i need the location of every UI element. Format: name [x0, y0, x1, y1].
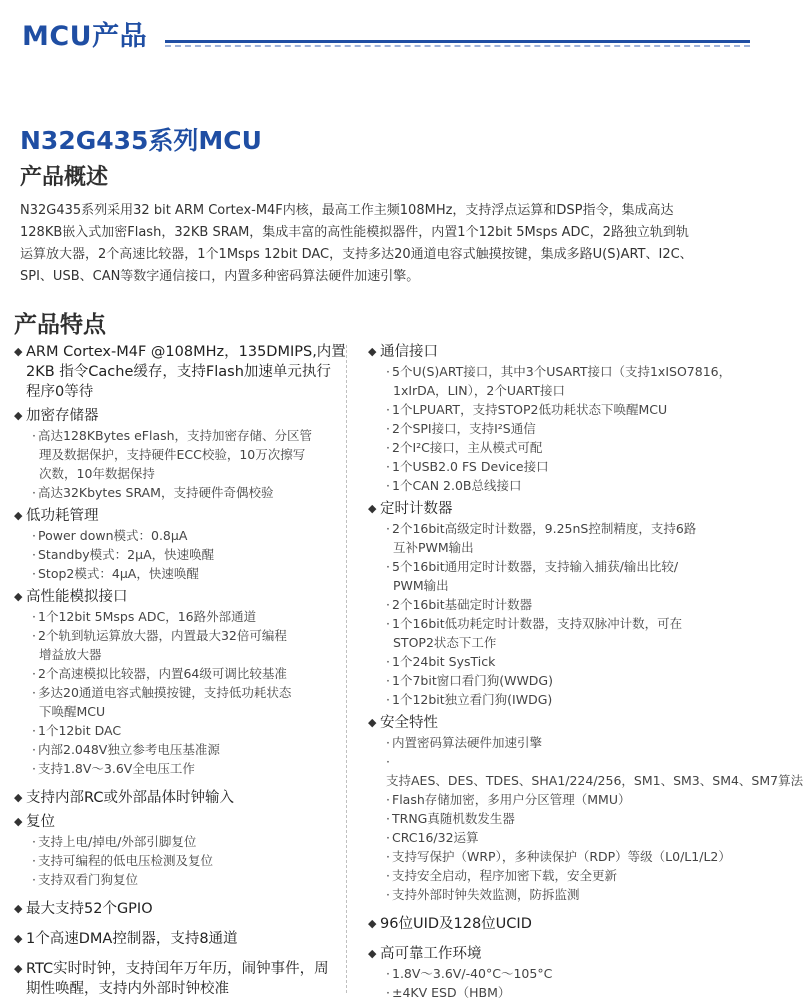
feature-item: [32, 426, 344, 483]
dot-bullet-icon: ·: [386, 478, 390, 493]
feature-item: [386, 690, 746, 709]
dot-bullet-icon: ·: [386, 985, 390, 1000]
feature-title: [14, 812, 344, 832]
diamond-bullet-icon: ◆: [368, 917, 377, 930]
feature-item-text: 支持外部时钟失效监测，防拆监测: [392, 887, 580, 902]
features-heading: 产品特点: [14, 312, 106, 338]
feature-item: [32, 483, 344, 502]
feature-item-text: 内部2.048V独立参考电压基准源: [38, 742, 220, 757]
feature-item: [386, 595, 746, 614]
feature-item: [32, 759, 344, 778]
feature-item: [32, 626, 344, 664]
overview-line: SPI、USB、CAN等数字通信接口，内置多种密码算法硬件加速引擎。: [20, 269, 420, 284]
feature-section: [14, 923, 344, 949]
feature-item-text: 增益放大器: [39, 647, 102, 662]
feature-title-text: 复位: [26, 814, 55, 830]
feature-title-text: 通信接口: [380, 344, 438, 360]
feature-item-text: 高达32Kbytes SRAM，支持硬件奇偶校验: [38, 485, 274, 500]
feature-item: [386, 400, 746, 419]
dot-bullet-icon: ·: [32, 685, 36, 700]
feature-title-text: 低功耗管理: [26, 508, 99, 524]
diamond-bullet-icon: ◆: [368, 716, 377, 729]
feature-item-text: 互补PWM输出: [393, 540, 474, 555]
feature-title-lines: [26, 929, 344, 949]
feature-item-text: 下唤醒MCU: [39, 704, 106, 719]
feature-title-text: 定时计数器: [380, 501, 453, 517]
feature-item: [386, 790, 746, 809]
header-rule: [165, 40, 750, 43]
dot-bullet-icon: ·: [386, 559, 390, 574]
feature-item: [386, 828, 746, 847]
feature-item-text: 1xIrDA，LIN），2个UART接口: [393, 383, 565, 398]
dot-bullet-icon: ·: [32, 609, 36, 624]
diamond-bullet-icon: ◆: [14, 345, 23, 358]
feature-title-text: 加密存储器: [26, 408, 99, 424]
feature-title: [14, 406, 344, 426]
dot-bullet-icon: ·: [386, 654, 390, 669]
feature-item: [32, 607, 344, 626]
dot-bullet-icon: ·: [386, 402, 390, 417]
feature-item-text: 5个U(S)ART接口，其中3个USART接口（支持1xISO7816，: [392, 364, 732, 379]
feature-title-line: 期性唤醒，支持内外部时钟校准: [26, 981, 229, 997]
feature-item-text: 2个I²C接口，主从模式可配: [392, 440, 543, 455]
feature-item-text: Power down模式：0.8μA: [38, 528, 188, 543]
dot-bullet-icon: ·: [32, 528, 36, 543]
feature-title-text: 安全特性: [380, 715, 438, 731]
feature-section: [14, 812, 344, 889]
feature-item-text: PWM输出: [393, 578, 449, 593]
dot-bullet-icon: ·: [386, 754, 390, 769]
feature-title: [368, 944, 746, 964]
feature-item: [32, 564, 344, 583]
feature-item: [386, 809, 746, 828]
feature-item: [32, 832, 344, 851]
feature-item-text: 1个24bit SysTick: [392, 654, 496, 669]
feature-item-text: 1个12bit 5Msps ADC，16路外部通道: [38, 609, 257, 624]
feature-item: [386, 964, 746, 983]
feature-title: [368, 713, 746, 733]
feature-item-text: 支持可编程的低电压检测及复位: [38, 853, 214, 868]
feature-section: [14, 953, 344, 999]
feature-item-text: CRC16/32运算: [392, 830, 479, 845]
feature-item: [32, 851, 344, 870]
feature-item: [32, 721, 344, 740]
feature-item-text: 1个USB2.0 FS Device接口: [392, 459, 549, 474]
diamond-bullet-icon: ◆: [14, 409, 23, 422]
feature-item-text: 多达20通道电容式触摸按键，支持低功耗状态: [38, 685, 292, 700]
feature-title-line: RTC实时时钟，支持闰年万年历，闹钟事件，周: [26, 961, 329, 977]
feature-item-text: 支持1.8V～3.6V全电压工作: [38, 761, 195, 776]
dot-bullet-icon: ·: [32, 628, 36, 643]
feature-item-text: Flash存储加密，多用户分区管理（MMU）: [392, 792, 631, 807]
feature-title: [368, 499, 746, 519]
dot-bullet-icon: ·: [386, 849, 390, 864]
diamond-bullet-icon: ◆: [368, 947, 377, 960]
feature-item: [386, 652, 746, 671]
feature-item-text: Standby模式：2μA，快速唤醒: [38, 547, 215, 562]
dot-bullet-icon: ·: [32, 485, 36, 500]
page-header: [0, 0, 750, 64]
feature-item-list: [368, 362, 746, 495]
feature-title: [14, 587, 344, 607]
dot-bullet-icon: ·: [32, 547, 36, 562]
overview-line: 128KB嵌入式加密Flash，32KB SRAM，集成丰富的高性能模拟器件，内置1个12bit 5Msps ADC，2路独立轨到轨: [20, 225, 689, 240]
feature-item: [32, 870, 344, 889]
feature-title-line: ARM Cortex-M4F @108MHz，135DMIPS,内置: [26, 344, 346, 360]
diamond-bullet-icon: ◆: [14, 962, 23, 975]
dot-bullet-icon: ·: [386, 735, 390, 750]
feature-item: [386, 457, 746, 476]
features-right-column: [368, 342, 803, 1006]
feature-item: [32, 526, 344, 545]
feature-item: [386, 671, 746, 690]
feature-item-text: 1个LPUART，支持STOP2低功耗状态下唤醒MCU: [392, 402, 668, 417]
feature-item: [386, 983, 746, 1002]
feature-title-line: 最大支持52个GPIO: [26, 901, 153, 917]
dot-bullet-icon: ·: [32, 566, 36, 581]
feature-section: [368, 499, 746, 709]
dot-bullet-icon: ·: [386, 521, 390, 536]
feature-section: [368, 713, 803, 904]
feature-item-text: 1个7bit窗口看门狗(WWDG): [392, 673, 553, 688]
feature-title-line: 2KB 指令Cache缓存，支持Flash加速单元执行: [26, 364, 331, 380]
dot-bullet-icon: ·: [386, 440, 390, 455]
diamond-bullet-icon: ◆: [14, 815, 23, 828]
feature-section: [14, 342, 344, 402]
feature-item-text: 2个轨到轨运算放大器，内置最大32倍可编程: [38, 628, 287, 643]
feature-item-text: STOP2状态下工作: [393, 635, 497, 650]
feature-item-text: 1个12bit DAC: [38, 723, 122, 738]
feature-item-text: 支持AES、DES、TDES、SHA1/224/256，SM1、SM3、SM4、SM7算法: [386, 773, 803, 788]
feature-title: [14, 506, 344, 526]
feature-item-list: [368, 519, 746, 709]
dot-bullet-icon: ·: [32, 761, 36, 776]
feature-item: [32, 545, 344, 564]
feature-item-text: 支持安全启动，程序加密下载，安全更新: [392, 868, 618, 883]
feature-title-line: 1个高速DMA控制器，支持8通道: [26, 931, 238, 947]
feature-item-text: TRNG真随机数发生器: [392, 811, 515, 826]
feature-item-list: [14, 526, 344, 583]
dot-bullet-icon: ·: [32, 834, 36, 849]
feature-item-text: 2个16bit高级定时计数器，9.25nS控制精度，支持6路: [392, 521, 697, 536]
feature-item: [386, 519, 746, 557]
feature-section: [14, 893, 344, 919]
feature-item-text: Stop2模式：4μA，快速唤醒: [38, 566, 199, 581]
feature-item: [386, 614, 746, 652]
feature-item-text: 2个16bit基础定时计数器: [392, 597, 533, 612]
feature-title-line: 程序0等待: [26, 384, 94, 400]
feature-item: [386, 419, 746, 438]
dot-bullet-icon: ·: [32, 872, 36, 887]
dot-bullet-icon: ·: [32, 666, 36, 681]
diamond-bullet-icon: ◆: [368, 502, 377, 515]
dot-bullet-icon: ·: [32, 853, 36, 868]
feature-title: [14, 342, 344, 402]
overview-line: 运算放大器，2个高速比较器，1个1Msps 12bit DAC，支持多达20通道电容式触摸按键，集成多路U(S)ART、I2C、: [20, 247, 693, 262]
dot-bullet-icon: ·: [386, 887, 390, 902]
feature-item-text: 支持双看门狗复位: [38, 872, 139, 887]
feature-section: [14, 506, 344, 583]
feature-title: [14, 899, 344, 919]
dot-bullet-icon: ·: [386, 811, 390, 826]
feature-item-text: 支持写保护（WRP），多种读保护（RDP）等级（L0/L1/L2）: [392, 849, 731, 864]
dot-bullet-icon: ·: [386, 830, 390, 845]
feature-item-list: [14, 607, 344, 778]
feature-item-text: 次数，10年数据保持: [39, 466, 155, 481]
feature-item-list: [14, 832, 344, 889]
product-title: N32G435系列MCU: [20, 126, 262, 155]
feature-title: [368, 914, 746, 934]
feature-title-lines: [26, 788, 344, 808]
diamond-bullet-icon: ◆: [14, 590, 23, 603]
feature-item: [386, 557, 746, 595]
feature-section: [368, 938, 746, 1002]
header-dashed-rule: [165, 45, 750, 47]
feature-item-text: 5个16bit通用定时计数器，支持输入捕获/输出比较/: [392, 559, 679, 574]
feature-item: [386, 866, 746, 885]
feature-item-text: 1个CAN 2.0B总线接口: [392, 478, 522, 493]
feature-title: [14, 929, 344, 949]
feature-item-list: [368, 733, 803, 904]
overview-line: N32G435系列采用32 bit ARM Cortex-M4F内核，最高工作主频108MHz，支持浮点运算和DSP指令，集成高达: [20, 203, 674, 218]
diamond-bullet-icon: ◆: [14, 932, 23, 945]
feature-item-text: ±4KV ESD（HBM）: [392, 985, 511, 1000]
feature-item-text: 1.8V～3.6V/-40°C～105°C: [392, 966, 553, 981]
diamond-bullet-icon: ◆: [14, 509, 23, 522]
feature-title-lines: [26, 342, 344, 402]
feature-title-lines: [26, 959, 344, 999]
header-brand: MCU产品: [22, 21, 148, 52]
feature-item-text: 2个SPI接口，支持I²S通信: [392, 421, 536, 436]
dot-bullet-icon: ·: [32, 742, 36, 757]
dot-bullet-icon: ·: [386, 421, 390, 436]
feature-item: [32, 683, 344, 721]
feature-item-text: 1个16bit低功耗定时计数器，支持双脉冲计数，可在: [392, 616, 683, 631]
feature-title-lines: [26, 899, 344, 919]
feature-title: [14, 959, 344, 999]
feature-item-text: 高达128KBytes eFlash，支持加密存储、分区管: [38, 428, 313, 443]
dot-bullet-icon: ·: [386, 364, 390, 379]
dot-bullet-icon: ·: [32, 428, 36, 443]
feature-item: [386, 752, 803, 790]
feature-item: [386, 733, 746, 752]
dot-bullet-icon: ·: [386, 966, 390, 981]
feature-title-lines: [380, 914, 746, 934]
feature-item-text: 支持上电/掉电/外部引脚复位: [38, 834, 197, 849]
feature-item-text: 2个高速模拟比较器，内置64级可调比较基准: [38, 666, 287, 681]
overview-text: [20, 200, 730, 288]
feature-item: [386, 476, 746, 495]
feature-item-text: 理及数据保护，支持硬件ECC校验，10万次擦写: [39, 447, 306, 462]
dot-bullet-icon: ·: [32, 723, 36, 738]
feature-title-line: 支持内部RC或外部晶体时钟输入: [26, 790, 234, 806]
feature-section: [14, 406, 344, 502]
feature-item-list: [14, 426, 344, 502]
overview-heading: 产品概述: [20, 165, 109, 190]
feature-item-text: 内置密码算法硬件加速引擎: [392, 735, 543, 750]
feature-item: [386, 885, 746, 904]
feature-section: [14, 782, 344, 808]
feature-item-text: 1个12bit独立看门狗(IWDG): [392, 692, 553, 707]
features-left-column: [14, 342, 344, 1003]
feature-item-list: [368, 964, 746, 1002]
diamond-bullet-icon: ◆: [14, 791, 23, 804]
feature-title-line: 96位UID及128位UCID: [380, 916, 532, 932]
feature-title: [14, 788, 344, 808]
feature-title-text: 高可靠工作环境: [380, 946, 482, 962]
feature-item: [386, 362, 746, 400]
feature-section: [368, 342, 746, 495]
feature-item: [386, 847, 746, 866]
diamond-bullet-icon: ◆: [14, 902, 23, 915]
feature-item: [32, 740, 344, 759]
feature-item: [386, 438, 746, 457]
feature-item: [32, 664, 344, 683]
dot-bullet-icon: ·: [386, 459, 390, 474]
dot-bullet-icon: ·: [386, 792, 390, 807]
feature-title-text: 高性能模拟接口: [26, 589, 128, 605]
feature-title: [368, 342, 746, 362]
feature-section: [368, 908, 746, 934]
column-divider: [346, 345, 347, 993]
dot-bullet-icon: ·: [386, 673, 390, 688]
dot-bullet-icon: ·: [386, 616, 390, 631]
dot-bullet-icon: ·: [386, 597, 390, 612]
dot-bullet-icon: ·: [386, 868, 390, 883]
feature-section: [14, 587, 344, 778]
dot-bullet-icon: ·: [386, 692, 390, 707]
diamond-bullet-icon: ◆: [368, 345, 377, 358]
